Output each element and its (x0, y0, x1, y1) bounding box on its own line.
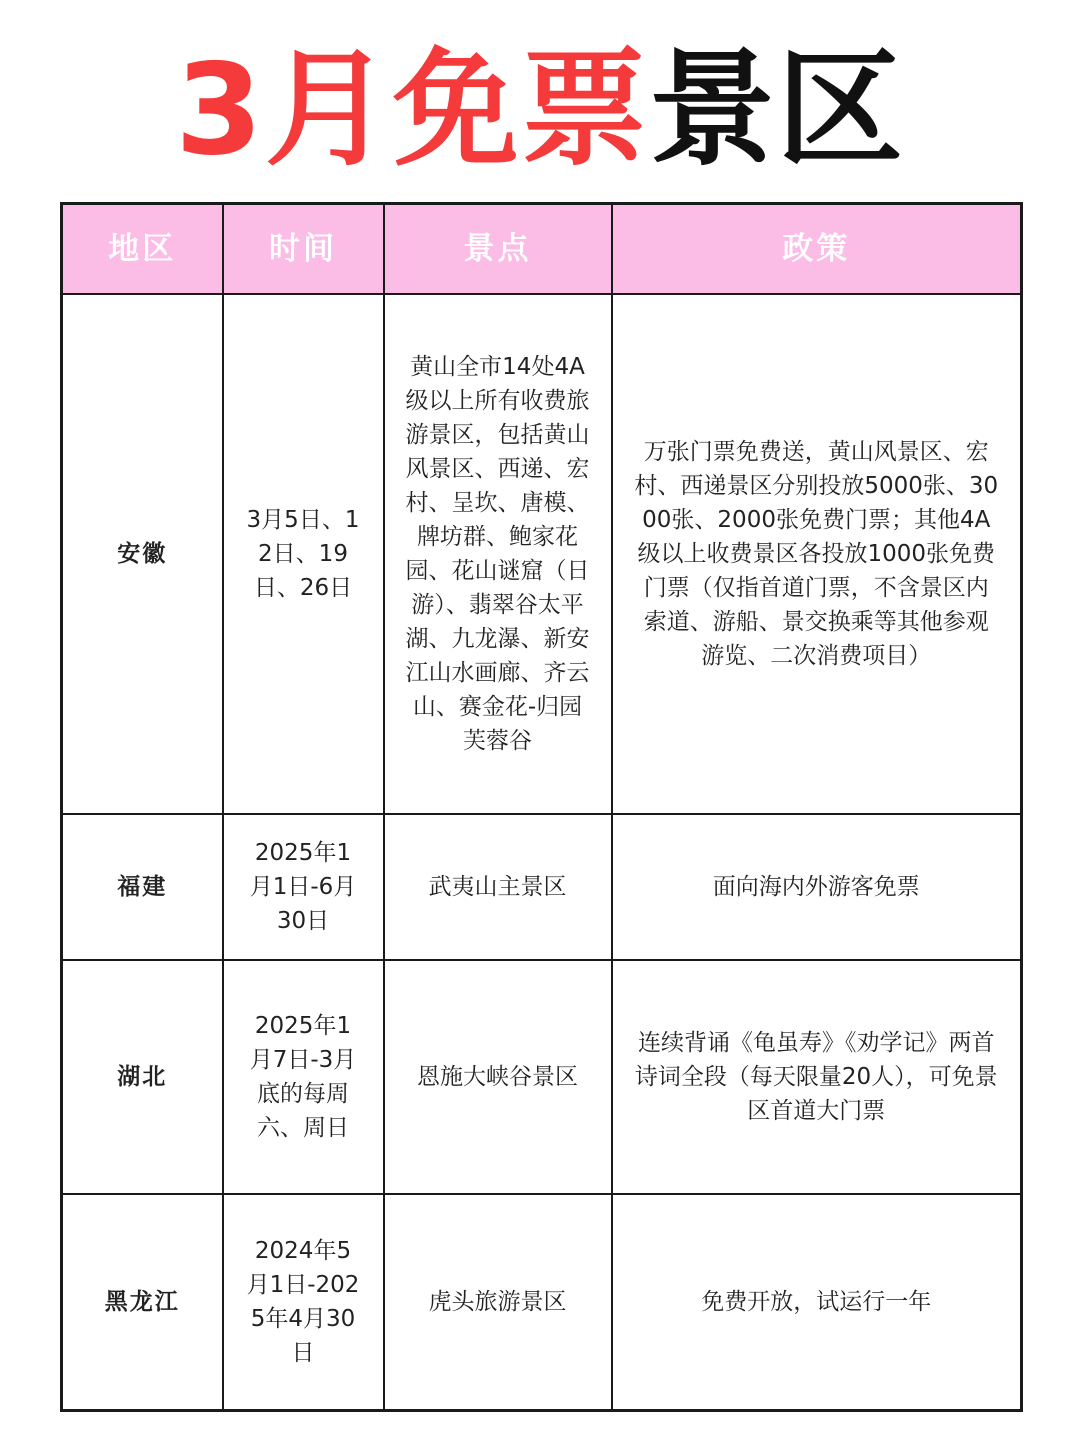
policy-cell: 免费开放，试运行一年 (612, 1194, 1022, 1411)
table-header-row (62, 204, 1022, 295)
header-attraction: 景点 (384, 204, 612, 295)
region-cell: 安徽 (62, 294, 223, 814)
header-region: 地区 (62, 204, 223, 295)
scenic-spots-table (60, 202, 1023, 1412)
attraction-cell: 虎头旅游景区 (384, 1194, 612, 1411)
policy-cell: 连续背诵《龟虽寿》《劝学记》两首诗词全段（每天限量20人），可免景区首道大门票 (612, 960, 1022, 1194)
time-cell: 2025年1月1日-6月30日 (223, 814, 384, 960)
title-highlight: 3月免票 (175, 36, 649, 183)
table-row (62, 294, 1022, 814)
policy-cell: 面向海内外游客免票 (612, 814, 1022, 960)
header-policy: 政策 (612, 204, 1022, 295)
region-cell: 黑龙江 (62, 1194, 223, 1411)
title-suffix: 景区 (648, 36, 905, 183)
region-cell: 湖北 (62, 960, 223, 1194)
policy-cell: 万张门票免费送，黄山风景区、宏村、西递景区分别投放5000张、3000张、2000张免费门票；其他4A级以上收费景区各投放1000张免费门票（仅指首道门票，不含景区内索道、游船、景交换乘等其他参观游览、二次消费项目） (612, 294, 1022, 814)
region-cell: 福建 (62, 814, 223, 960)
time-cell: 3月5日、12日、19日、26日 (223, 294, 384, 814)
attraction-cell: 黄山全市14处4A级以上所有收费旅游景区，包括黄山风景区、西递、宏村、呈坎、唐模、牌坊群、鲍家花园、花山谜窟（日游）、翡翠谷太平湖、九龙瀑、新安江山水画廊、齐云山、赛金花-归园芙蓉谷 (384, 294, 612, 814)
table-row (62, 814, 1022, 960)
table-row (62, 960, 1022, 1194)
page-title (0, 36, 1080, 183)
time-cell: 2024年5月1日-2025年4月30日 (223, 1194, 384, 1411)
time-cell: 2025年1月7日-3月底的每周六、周日 (223, 960, 384, 1194)
table-row (62, 1194, 1022, 1411)
header-time: 时间 (223, 204, 384, 295)
attraction-cell: 恩施大峡谷景区 (384, 960, 612, 1194)
attraction-cell: 武夷山主景区 (384, 814, 612, 960)
